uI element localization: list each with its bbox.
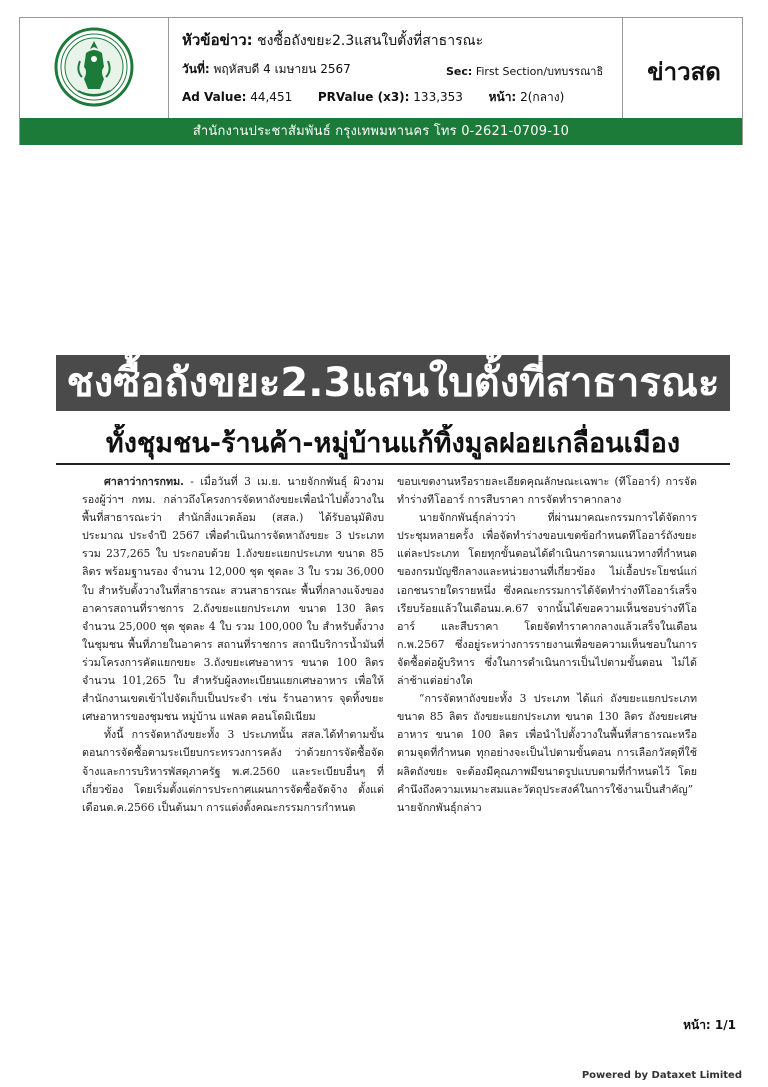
article-paragraph: นายจักกพันธุ์กล่าวว่า ที่ผ่านมาคณะกรรมการได้จัดการประชุมหลายครั้ง เพื่อจัดทำร่างขอบเขตข้อกำหนดทีโออาร์ถังขยะแต่ละประเภท โดยทุกขั้นตอนได้ดำเนินการตามแนวทางที่กำหนดของกรมบัญชีกลางและหน่วยงานที่เกี่ยวข้อง ไม่เอื้อประโยชน์แก่เอกชนรายใดรายหนึ่ง ซึ่งคณะกรรมการได้จัดทำร่างทีโออาร์เสร็จเรียบร้อยแล้วในเดือนม.ค.67 จากนั้นได้ขอความเห็นชอบร่างทีโออาร์ และสืบราคา โดยจัดทำราคากลางแล้วเสร็จในเดือนก.พ.2567 ซึ่งอยู่ระหว่างการรายงานเพื่อขอความเห็นชอบในการจัดซื้อต่อผู้บริหาร ซึ่งในการดำเนินการเป็นไปตามขั้นตอน ไม่ได้ล่าช้าแต่อย่างใด [397, 511, 697, 688]
category-box [622, 18, 745, 118]
logo-area [20, 18, 169, 118]
pr-value-label: PRValue (x3): [317, 90, 410, 104]
article-paragraph: “การจัดหาถังขยะทั้ง 3 ประเภท ได้แก่ ถังขยะแยกประเภท ขนาด 85 ลิตร ถังขยะแยกประเภท ขนาด 130 ลิตร ถังขยะเศษอาหาร ขนาด 100 ลิตร เพื่อนำไปตั้งวางในพื้นที่สาธารณะหรือตามจุดที่กำหนด ทุกอย่างจะเป็นไปตามขั้นตอน การเลือกวัสดุที่ใช้ผลิตถังขยะ จะต้องมีคุณภาพมีขนาดรูปแบบตามที่กำหนดไว้ โดยคำนึงถึงความเหมาะสมและวัตถุประสงค์ในการใช้งานเป็นสำคัญ” นายจักกพันธุ์กล่าว [397, 692, 697, 814]
article-headline: ชงซื้อถังขยะ2.3แสนใบตั้งที่สาธารณะ [56, 355, 730, 411]
article-paragraph: - เมื่อวันที่ 3 เม.ย. นายจักกพันธุ์ ผิวงาม รองผู้ว่าฯ กทม. กล่าวถึงโครงการจัดหาถังขยะเพื่อนำไปตั้งวางในพื้นที่สาธารณะว่า สำนักสิ่งแวดล้อม (สสล.) ได้รับอนุมัติงบประมาณ ประจำปี 2567 เพื่อดำเนินการจัดหาถังขยะ 3 ประเภท รวม 237,265 ใบ ประกอบด้วย 1.ถังขยะแยกประเภท ขนาด 85 ลิตร พร้อมฐานรอง จำนวน 12,000 ชุด ชุดละ 3 ใบ รวม 36,000 ใบ สำหรับตั้งวางในที่สาธารณะ สวนสาธารณะ พื้นที่กลางแจ้งของอาคารสถานที่ราชการ 2.ถังขยะแยกประเภท ขนาด 130 ลิตร จำนวน 25,000 ชุด ชุดละ 4 ใบ รวม 100,000 ใบ สำหรับตั้งวางในชุมชน พื้นที่ภายในอาคาร สถานที่ราชการ สถานีบริการน้ำมันที่ร่วมโครงการคัดแยกขยะ 3.ถังขยะเศษอาหาร ขนาด 100 ลิตร จำนวน 101,265 ใบ สำหรับผู้ลงทะเบียนแยกเศษอาหาร เพื่อให้สำนักงานเขตเข้าไปจัดเก็บเป็นประจำ เช่น ร้านอาหาร จุดทิ้งขยะเศษอาหารของชุมชน หมู่บ้าน แฟลต คอนโดมิเนียม [82, 475, 384, 724]
section-row [446, 62, 603, 80]
section-label: Sec: [446, 65, 473, 78]
article-column-2 [397, 473, 697, 817]
headline-label: หัวข้อข่าว: [182, 31, 253, 49]
date-label: วันที่: [182, 62, 210, 76]
category-tag: ข่าวสด [647, 58, 721, 86]
page-value: 2(กลาง) [520, 90, 565, 104]
page-indicator: หน้า: 1/1 [683, 1018, 736, 1032]
article-subheadline: ทั้งชุมชน-ร้านค้า-หมู่บ้านแก้ทิ้งมูลฝอยเกลื่อนเมือง [105, 428, 681, 459]
headline-value: ชงซื้อถังขยะ2.3แสนใบตั้งที่สาธารณะ [257, 33, 484, 49]
date-value: พฤหัสบดี 4 เมษายน 2567 [213, 62, 351, 76]
powered-by: Powered by Dataxet Limited [581, 1070, 742, 1081]
value-row [182, 88, 564, 107]
contact-banner: สำนักงานประชาสัมพันธ์ กรุงเทพมหานคร โทร 0-2621-0709-10 [20, 118, 742, 145]
article-column-1 [82, 473, 384, 817]
article-paragraph: ทั้งนี้ การจัดหาถังขยะทั้ง 3 ประเภทนั้น สสล.ได้ทำตามขั้นตอนการจัดซื้อตามระเบียบกระทรวงการคลัง ว่าด้วยการจัดซื้อจัดจ้างและการบริหารพัสดุภาครัฐ พ.ศ.2560 และระเบียบอื่นๆ ที่เกี่ยวข้อง โดยเริ่มตั้งแต่การประกาศแผนการจัดซื้อจัดจ้าง ตั้งแต่เดือนต.ค.2566 เป็นต้นมา การแต่งตั้งคณะกรรมการกำหนด [82, 728, 384, 814]
pr-value: 133,353 [413, 90, 463, 104]
section-value: First Section/บทบรรณาธิ [475, 65, 604, 78]
article-paragraph: ขอบเขตงานหรือรายละเอียดคุณลักษณะเฉพาะ (ทีโออาร์) การจัดทำร่างทีโออาร์ การสืบราคา การจัดทำราคากลาง [397, 475, 697, 507]
date-row [182, 60, 351, 79]
bangkok-seal-icon [54, 27, 134, 107]
ad-value: 44,451 [250, 90, 293, 104]
article-dateline: ศาลาว่าการกทม. [104, 475, 184, 488]
headline-row [182, 28, 483, 52]
clipping-header [19, 17, 743, 145]
page-label: หน้า: [488, 90, 517, 104]
subheadline-underline [56, 463, 730, 465]
clipping-metadata [168, 18, 622, 118]
ad-value-label: Ad Value: [182, 90, 247, 104]
